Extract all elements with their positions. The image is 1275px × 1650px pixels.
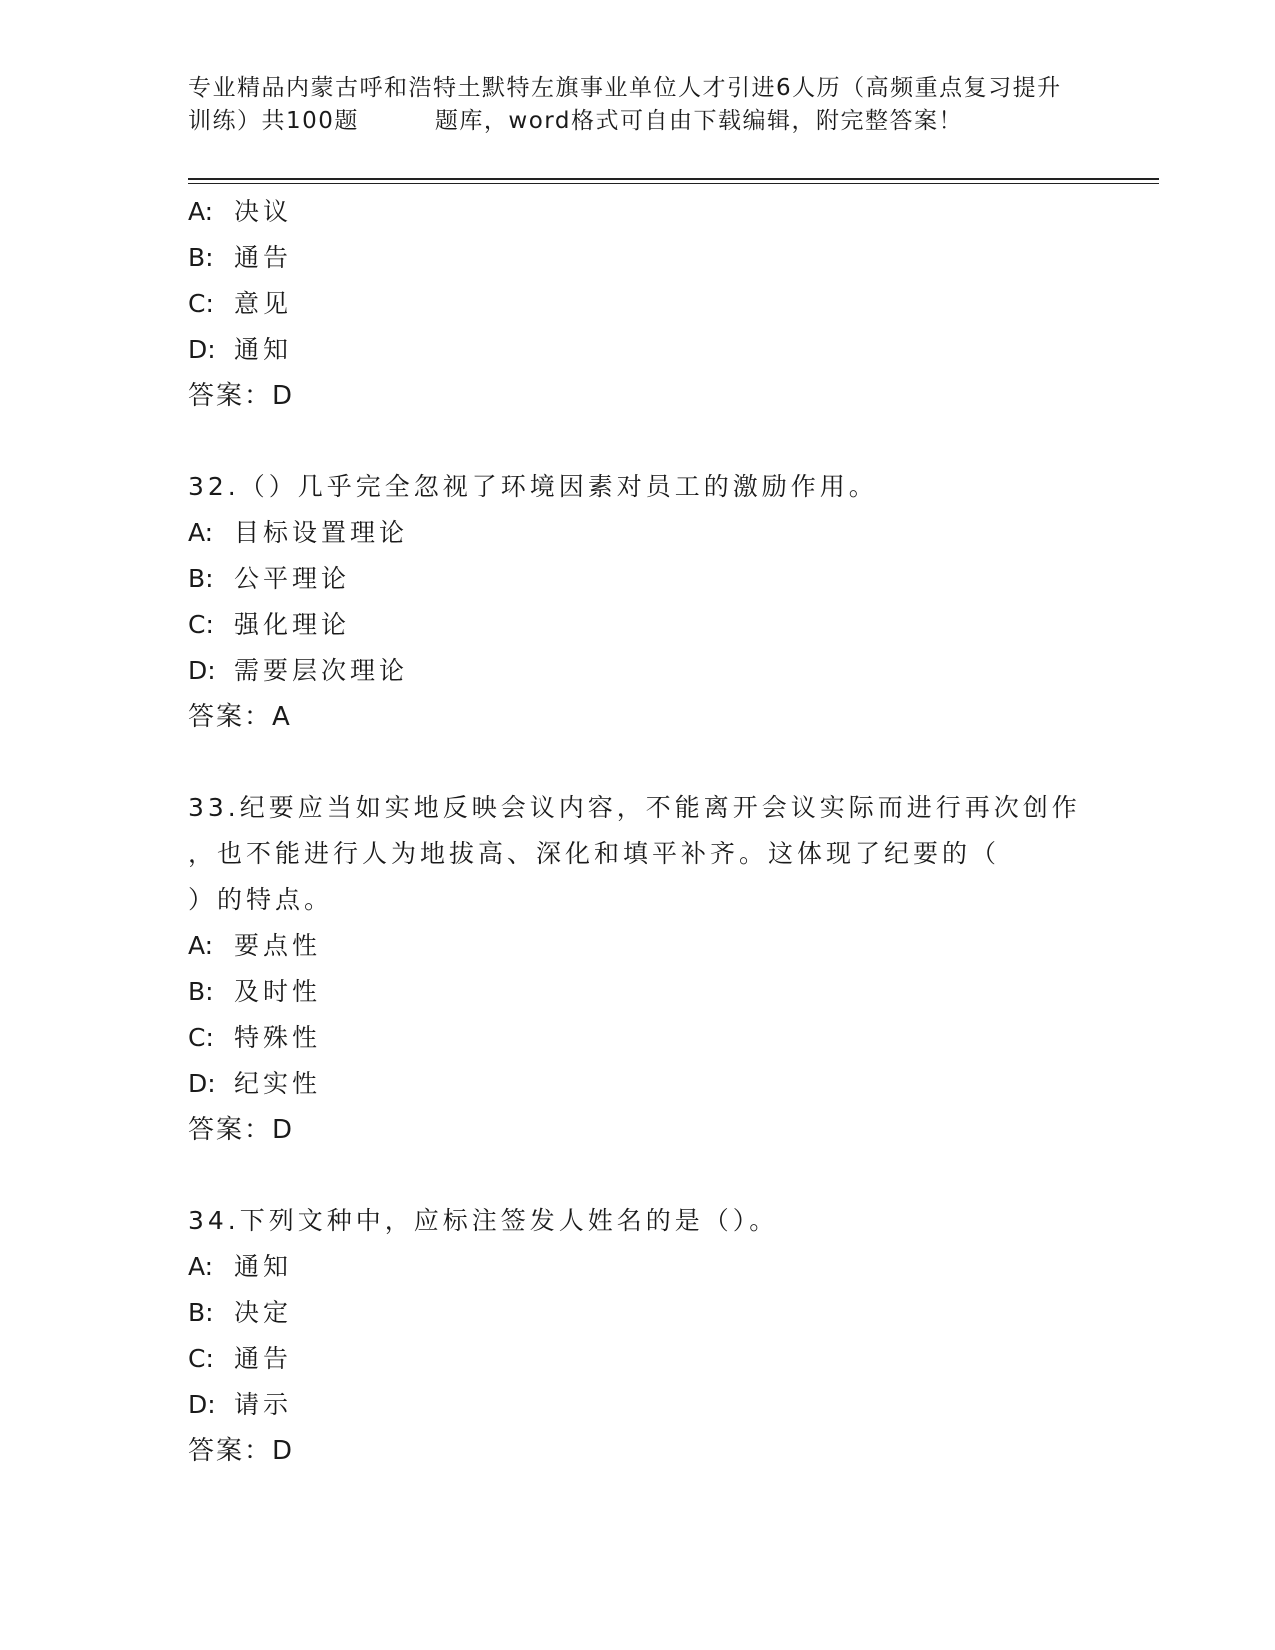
option-text: 决议	[234, 197, 293, 226]
option-label: B:	[188, 1298, 214, 1327]
option-row	[188, 510, 1088, 556]
question-block	[188, 464, 1088, 740]
option-text: 决定	[234, 1298, 293, 1327]
question-list	[188, 189, 1088, 1474]
option-text: 请示	[234, 1390, 293, 1419]
answer-line: 答案：D	[188, 1115, 295, 1145]
option-text: 特殊性	[234, 1023, 322, 1052]
option-row	[188, 1336, 1088, 1382]
option-label: C:	[188, 610, 214, 639]
option-text: 通告	[234, 1344, 293, 1373]
question-text: ，也不能进行人为地拔高、深化和填平补齐。这体现了纪要的（	[188, 839, 1001, 868]
option-label: B:	[188, 564, 214, 593]
option-text: 需要层次理论	[234, 656, 409, 685]
option-text: 目标设置理论	[234, 518, 409, 547]
question-text: ）的特点。	[188, 885, 334, 914]
option-label: B:	[188, 243, 214, 272]
option-row	[188, 923, 1088, 969]
answer-line: 答案：D	[188, 1436, 295, 1466]
option-row	[188, 1061, 1088, 1107]
option-text: 强化理论	[234, 610, 351, 639]
option-text: 要点性	[234, 931, 322, 960]
option-text: 通知	[234, 1252, 293, 1281]
option-text: 公平理论	[234, 564, 351, 593]
option-text: 意见	[234, 289, 293, 318]
option-label: C:	[188, 289, 214, 318]
header-divider-thin	[188, 183, 1159, 184]
option-label: A:	[188, 518, 214, 547]
option-row	[188, 1382, 1088, 1428]
question-text: 33.纪要应当如实地反映会议内容，不能离开会议实际而进行再次创作	[188, 793, 1081, 822]
option-row	[188, 189, 1088, 235]
option-label: A:	[188, 1252, 214, 1281]
answer-line: 答案：D	[188, 381, 295, 411]
option-row	[188, 235, 1088, 281]
header-title-line-1: 专业精品内蒙古呼和浩特土默特左旗事业单位人才引进6人历（高频重点复习提升	[188, 75, 1062, 101]
option-label: A:	[188, 931, 214, 960]
option-row	[188, 1015, 1088, 1061]
question-text: 32.（）几乎完全忽视了环境因素对员工的激励作用。	[188, 472, 878, 501]
option-text: 纪实性	[234, 1069, 322, 1098]
header-title-line-2-right: 题库，word格式可自由下载编辑，附完整答案！	[434, 108, 963, 134]
option-row	[188, 648, 1088, 694]
option-label: D:	[188, 656, 216, 685]
option-text: 通知	[234, 335, 293, 364]
option-row	[188, 1244, 1088, 1290]
option-text: 通告	[234, 243, 293, 272]
header-title-line-2-left: 训练）共100题	[188, 108, 359, 134]
option-row	[188, 969, 1088, 1015]
option-row	[188, 556, 1088, 602]
question-block	[188, 1198, 1088, 1474]
question-block	[188, 189, 1088, 419]
question-block	[188, 785, 1088, 1153]
option-label: C:	[188, 1023, 214, 1052]
option-label: C:	[188, 1344, 214, 1373]
option-label: D:	[188, 1069, 216, 1098]
question-text: 34.下列文种中，应标注签发人姓名的是（）。	[188, 1206, 779, 1235]
option-row	[188, 327, 1088, 373]
option-label: D:	[188, 335, 216, 364]
option-label: D:	[188, 1390, 216, 1419]
option-text: 及时性	[234, 977, 322, 1006]
document-header	[188, 72, 1088, 138]
answer-line: 答案：A	[188, 702, 292, 732]
option-row	[188, 281, 1088, 327]
header-title-line-2	[188, 105, 1088, 138]
option-label: B:	[188, 977, 214, 1006]
option-label: A:	[188, 197, 214, 226]
option-row	[188, 1290, 1088, 1336]
option-row	[188, 602, 1088, 648]
header-divider-thick	[188, 178, 1159, 180]
